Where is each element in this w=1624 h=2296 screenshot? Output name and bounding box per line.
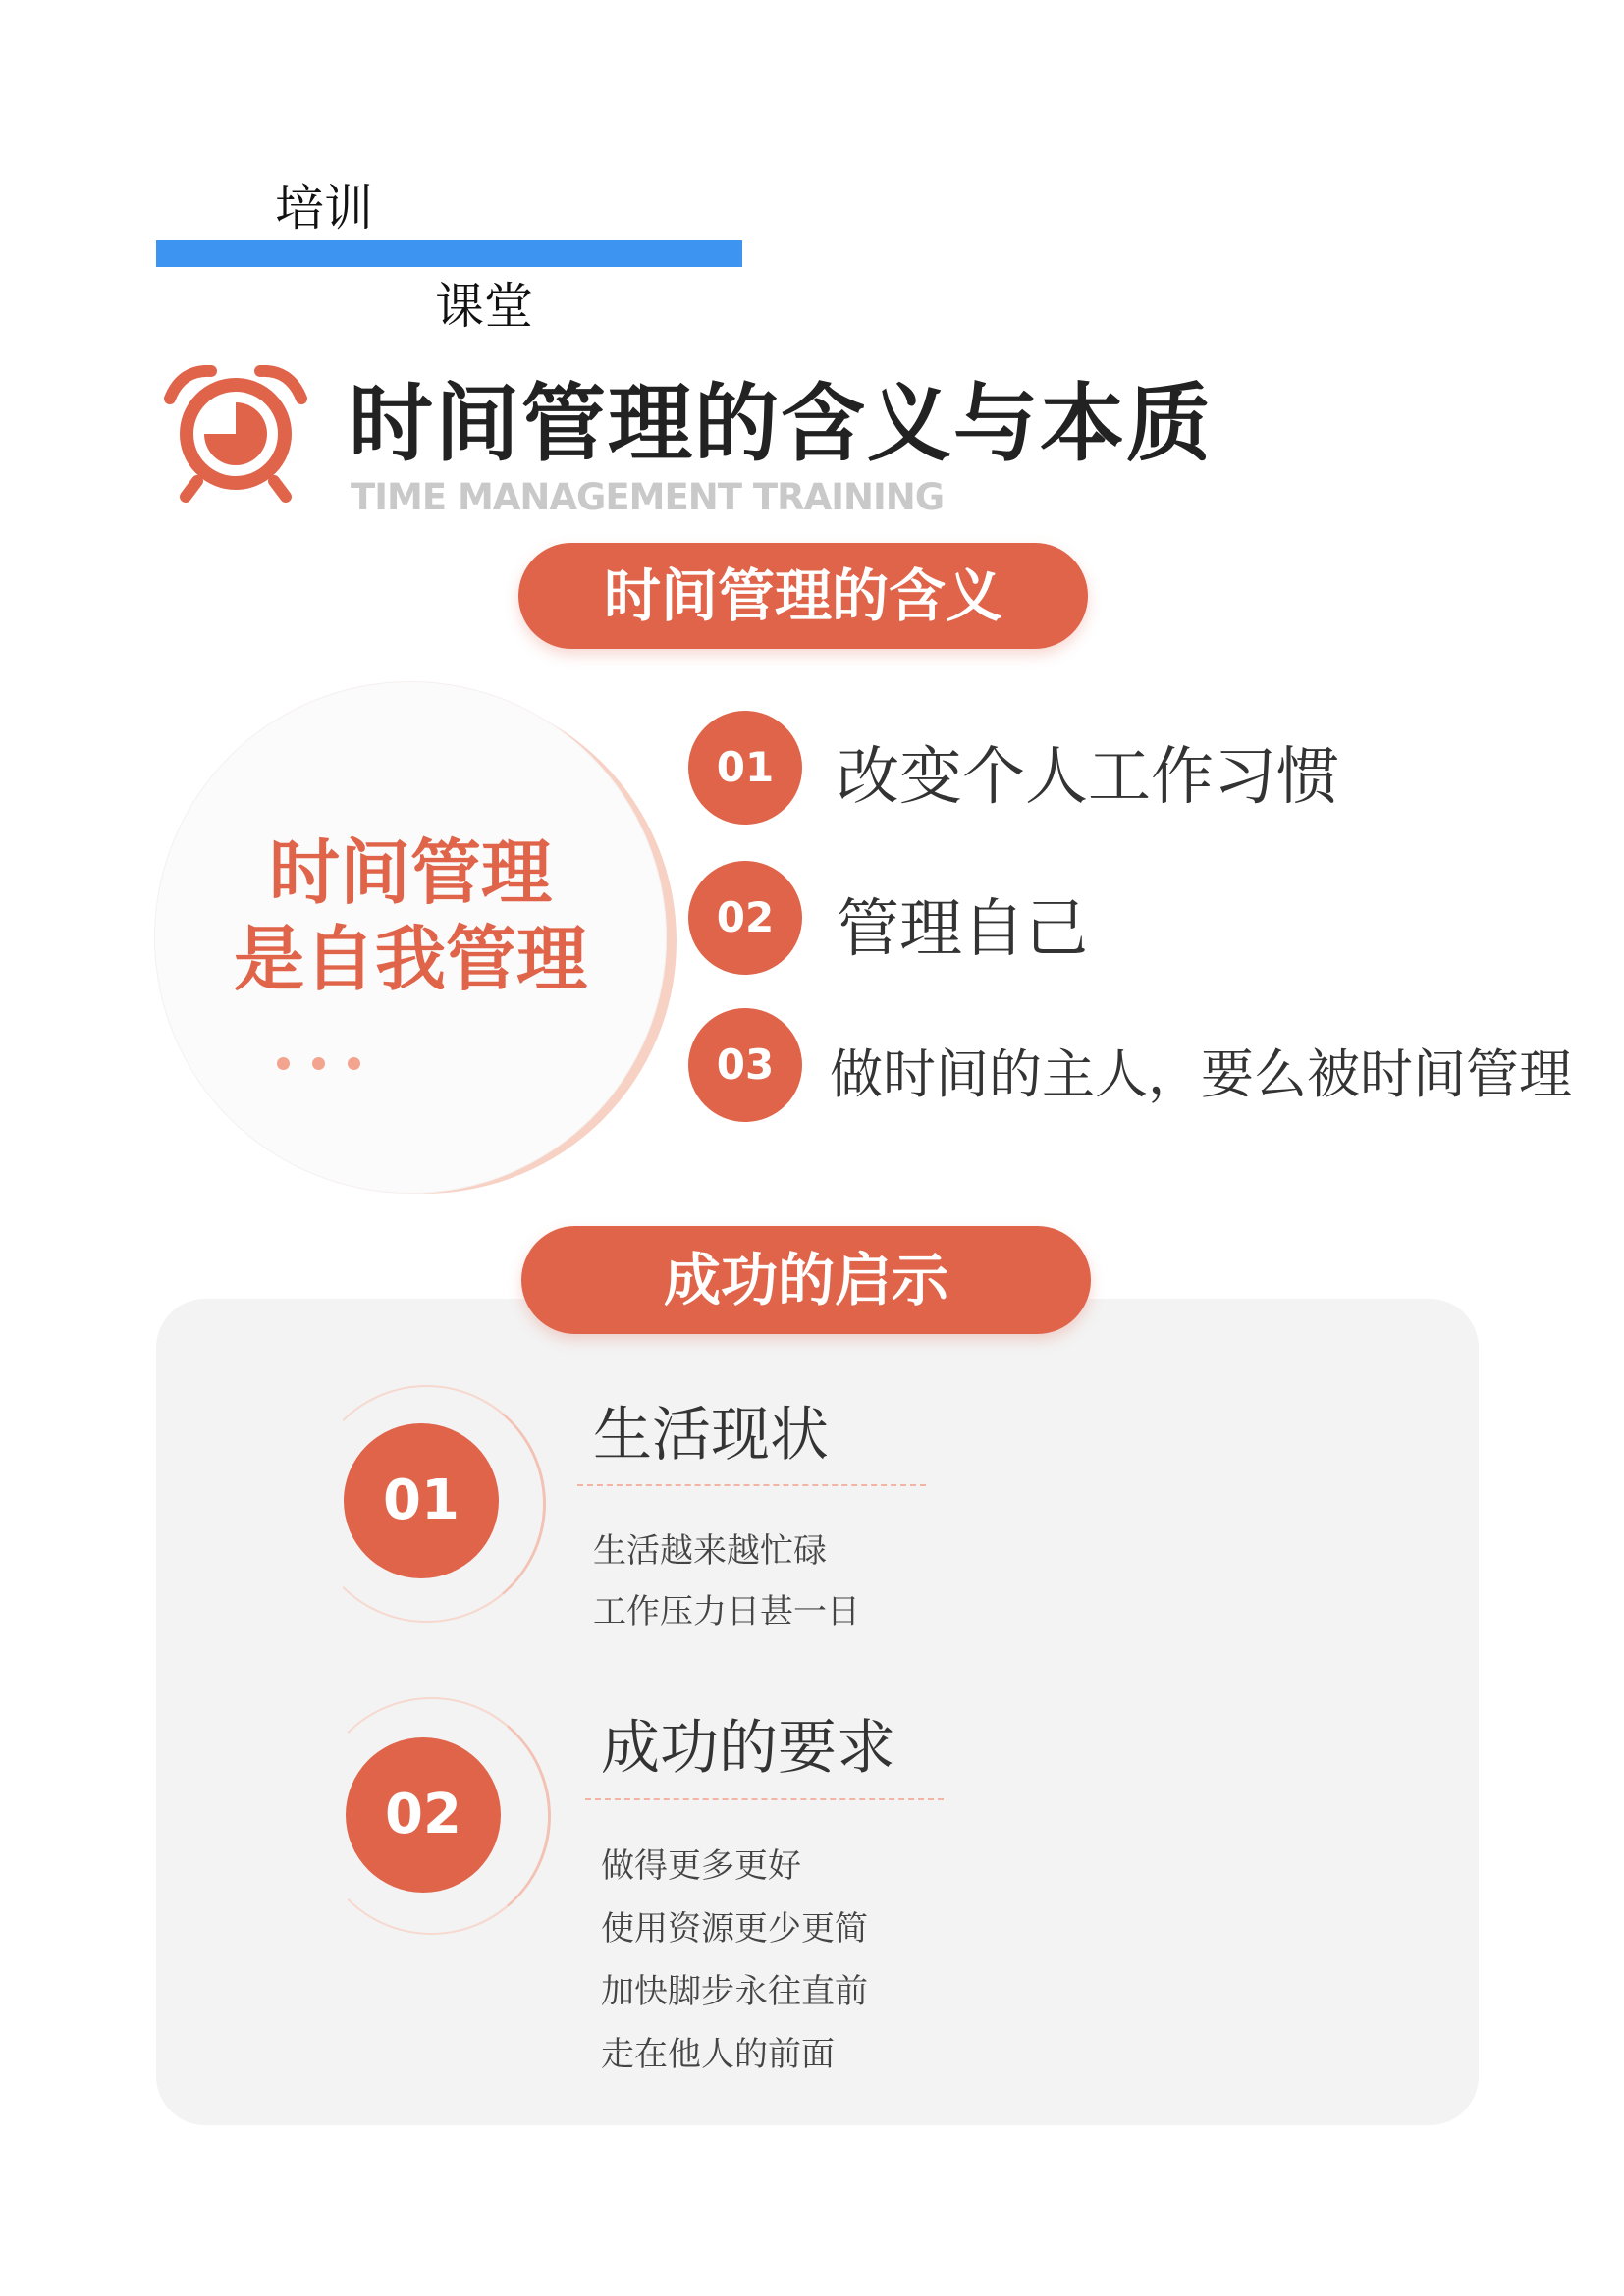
- page-title: 时间管理的含义与本质: [349, 375, 1213, 473]
- item-number-badge: 03: [688, 1008, 802, 1122]
- header-label-2: 课堂: [435, 278, 533, 335]
- block-line: 使用资源更少更简: [601, 1909, 868, 1949]
- page-subtitle: TIME MANAGEMENT TRAINING: [351, 476, 945, 518]
- block-number-badge: 02: [346, 1737, 501, 1893]
- header-label-1: 培训: [275, 180, 373, 237]
- item-number-badge: 02: [688, 861, 802, 975]
- block-line: 生活越来越忙碌: [593, 1531, 827, 1571]
- section2-banner: 成功的启示: [521, 1226, 1091, 1334]
- block-title: 生活现状: [593, 1401, 829, 1469]
- summary-line-2: 是自我管理: [233, 918, 587, 1000]
- item-text: 管理自己: [837, 893, 1088, 966]
- decor-dot: [277, 1057, 290, 1070]
- block-line: 走在他人的前面: [601, 2035, 835, 2074]
- section1-banner: 时间管理的含义: [518, 543, 1088, 649]
- block-title: 成功的要求: [601, 1714, 895, 1783]
- decor-dot: [348, 1057, 360, 1070]
- item-text: 做时间的主人，要么被时间管理: [830, 1043, 1572, 1105]
- alarm-clock-icon: [162, 365, 309, 503]
- summary-line-1: 时间管理: [268, 831, 552, 914]
- decor-dot: [312, 1057, 325, 1070]
- item-number-badge: 01: [688, 711, 802, 825]
- header-divider: [156, 240, 742, 267]
- block-line: 做得更多更好: [601, 1846, 801, 1886]
- block-line: 工作压力日甚一日: [593, 1592, 860, 1631]
- dashed-divider: [577, 1484, 926, 1486]
- item-text: 改变个人工作习惯: [837, 741, 1339, 814]
- block-line: 加快脚步永往直前: [601, 1972, 868, 2011]
- summary-circle-text: [154, 829, 667, 1002]
- block-number-badge: 01: [344, 1423, 499, 1578]
- dashed-divider: [585, 1798, 944, 1800]
